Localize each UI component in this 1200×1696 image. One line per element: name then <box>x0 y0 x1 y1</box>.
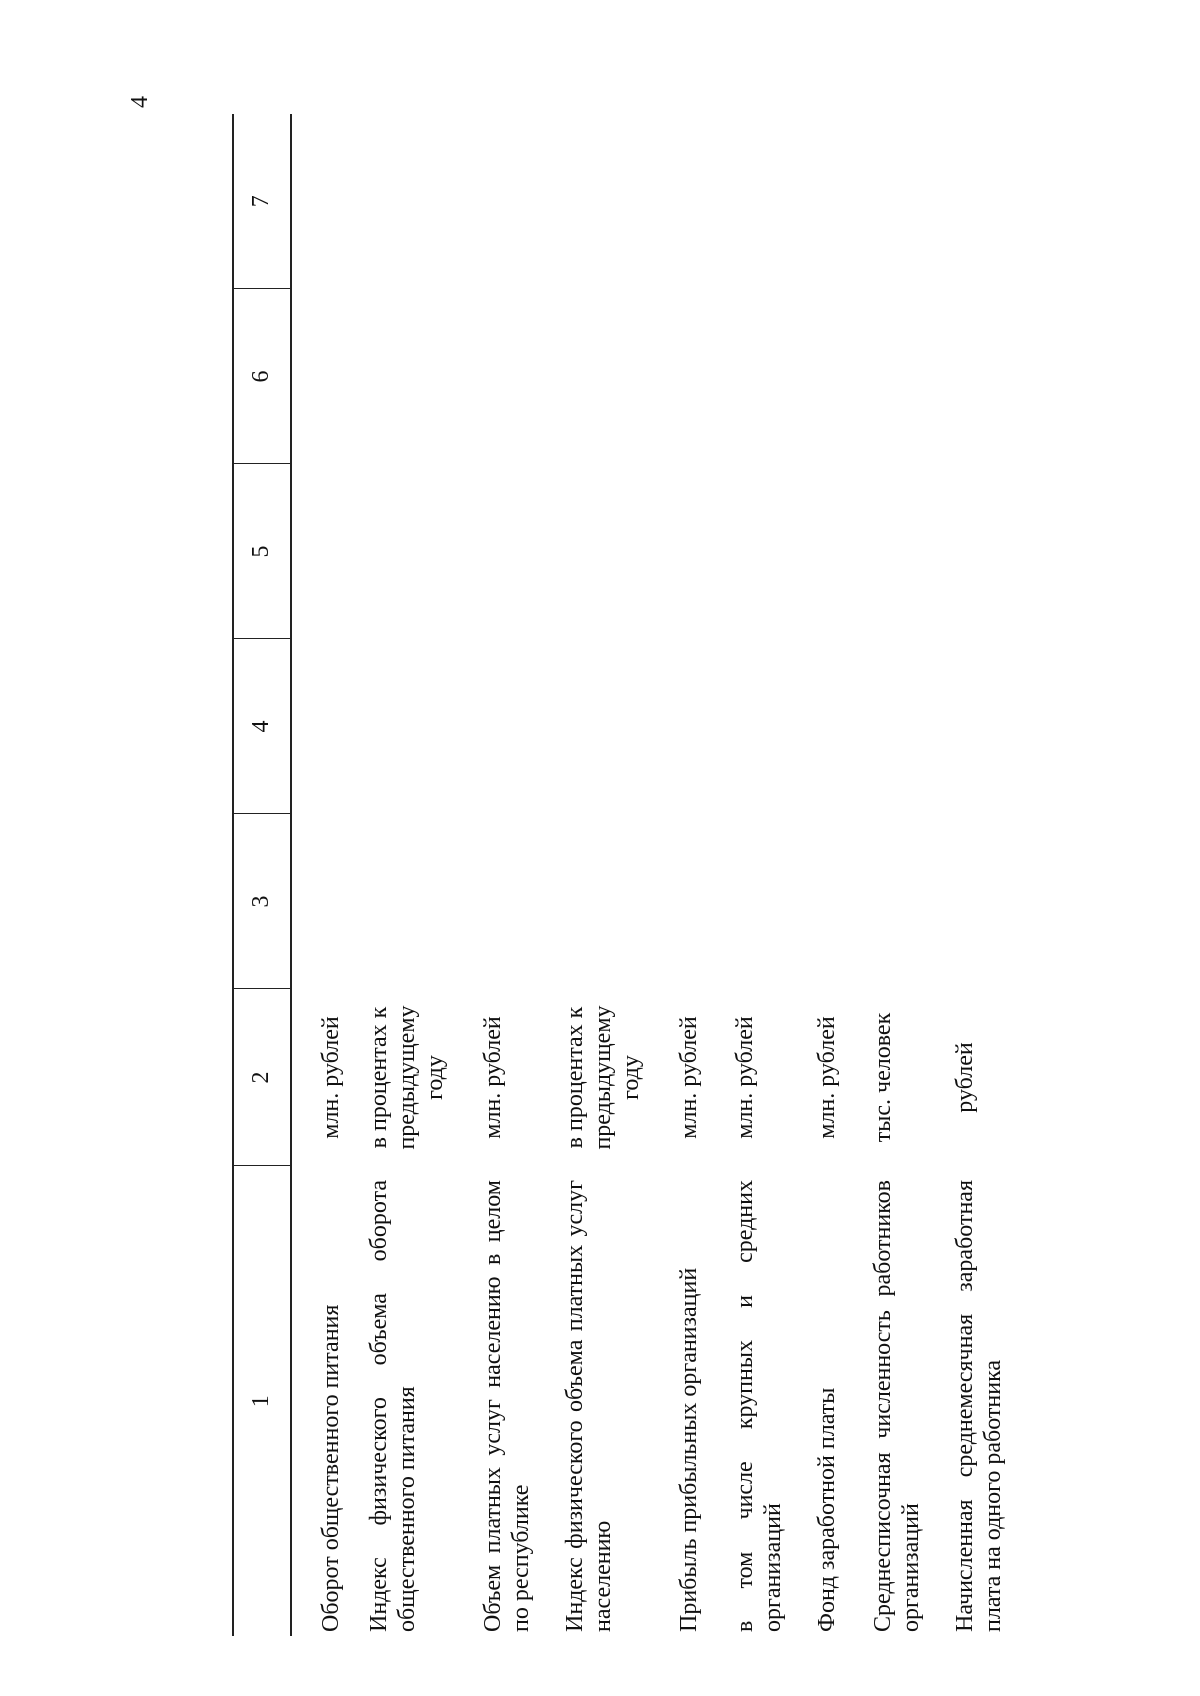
table-row <box>666 114 722 1636</box>
table-row <box>860 114 942 1636</box>
unit-of-measure: млн. рублей <box>732 1016 758 1139</box>
value-cell <box>552 639 666 814</box>
header-cell-2: 2 <box>233 989 291 1166</box>
table-row <box>722 114 804 1636</box>
unit-of-measure: млн. рублей <box>814 1016 840 1139</box>
value-cell <box>666 464 722 639</box>
value-cell <box>666 639 722 814</box>
value-cell <box>666 114 722 289</box>
header-cell-6: 6 <box>233 289 291 464</box>
indicator-name: Индекс физического объема оборота общественного питания <box>366 1180 420 1632</box>
value-cell <box>942 114 1048 289</box>
value-cell <box>860 114 942 289</box>
value-cell <box>722 639 804 814</box>
value-cell <box>804 114 860 289</box>
value-cell <box>804 464 860 639</box>
value-cell <box>470 639 552 814</box>
unit-of-measure: тыс. человек <box>870 1012 896 1143</box>
value-cell <box>552 289 666 464</box>
indicator-name: в том числе крупных и средних организаций <box>732 1180 786 1632</box>
header-cell-4: 4 <box>233 639 291 814</box>
value-cell <box>666 289 722 464</box>
value-cell <box>356 289 470 464</box>
value-cell <box>942 289 1048 464</box>
value-cell <box>666 814 722 989</box>
table-row <box>552 114 666 1636</box>
header-row <box>233 114 291 1636</box>
unit-of-measure: млн. рублей <box>676 1016 702 1139</box>
value-cell <box>942 464 1048 639</box>
value-cell <box>722 814 804 989</box>
value-cell <box>552 114 666 289</box>
value-cell <box>291 639 356 814</box>
value-cell <box>804 289 860 464</box>
table-row <box>291 114 356 1636</box>
unit-of-measure: рублей <box>952 1042 978 1113</box>
indicator-name: Фонд заработной платы <box>814 1387 840 1632</box>
value-cell <box>804 639 860 814</box>
unit-of-measure: в процентах к предыдущему году <box>562 1005 644 1150</box>
value-cell <box>552 814 666 989</box>
value-cell <box>291 464 356 639</box>
indicators-table <box>232 114 1048 1636</box>
value-cell <box>860 289 942 464</box>
value-cell <box>291 814 356 989</box>
indicator-name: Среднесписочная численность работников организаций <box>870 1180 924 1632</box>
value-cell <box>470 814 552 989</box>
table-row <box>942 114 1048 1636</box>
table-row <box>356 114 470 1636</box>
value-cell <box>722 114 804 289</box>
value-cell <box>291 114 356 289</box>
indicator-name: Индекс физического объема платных услуг населению <box>562 1180 616 1632</box>
value-cell <box>356 639 470 814</box>
value-cell <box>470 114 552 289</box>
value-cell <box>860 464 942 639</box>
value-cell <box>291 289 356 464</box>
indicator-name: Начисленная среднемесячная заработная плата на одного работника <box>952 1180 1006 1632</box>
indicator-name: Оборот общественного питания <box>318 1304 344 1632</box>
header-cell-7: 7 <box>233 114 291 289</box>
unit-of-measure: млн. рублей <box>318 1016 344 1139</box>
header-cell-1: 1 <box>233 1166 291 1636</box>
unit-of-measure: млн. рублей <box>480 1016 506 1139</box>
value-cell <box>804 814 860 989</box>
rotated-table-container <box>232 114 1200 1636</box>
value-cell <box>722 289 804 464</box>
value-cell <box>470 464 552 639</box>
value-cell <box>356 114 470 289</box>
table-row <box>804 114 860 1636</box>
indicator-name: Прибыль прибыльных организаций <box>676 1267 702 1632</box>
value-cell <box>356 814 470 989</box>
table-row <box>470 114 552 1636</box>
value-cell <box>860 814 942 989</box>
page-number: 4 <box>127 96 153 108</box>
value-cell <box>356 464 470 639</box>
value-cell <box>942 639 1048 814</box>
value-cell <box>942 814 1048 989</box>
indicator-name: Объем платных услуг населению в целом по республике <box>480 1180 534 1632</box>
value-cell <box>552 464 666 639</box>
unit-of-measure: в процентах к предыдущему году <box>366 1005 448 1150</box>
header-cell-5: 5 <box>233 464 291 639</box>
value-cell <box>470 289 552 464</box>
value-cell <box>722 464 804 639</box>
header-cell-3: 3 <box>233 814 291 989</box>
value-cell <box>860 639 942 814</box>
